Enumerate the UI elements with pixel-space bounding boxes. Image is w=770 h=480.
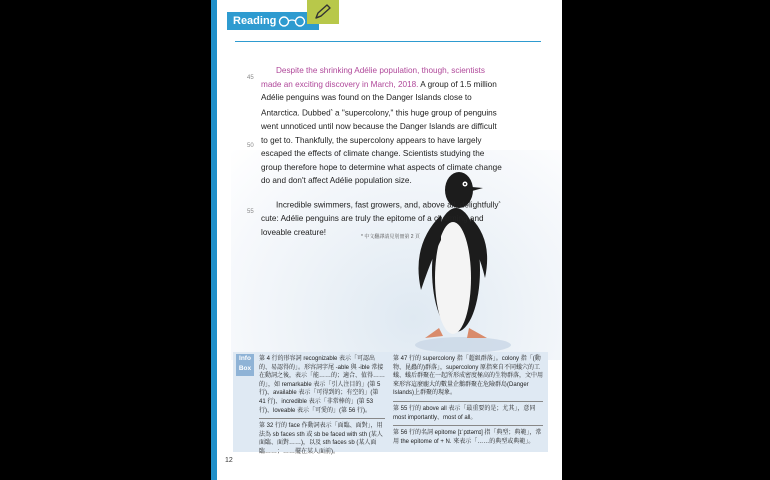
footnote-marker-6: ⁶ [498,200,501,207]
info-note-face: 第 32 行的 face 作動詞表示「面臨、面對」，用法為 sb faces sth 或 sb be faced with sth (某人面臨、面對……)，以及 sth faces sb (某人面臨……；……擺在某人面前)。 [259,423,383,455]
info-note-able-suffix: 第 4 行的形容詞 recognizable 表示「可認出的、易認得的」。形容詞字尾 -able 與 -ible 常接在動詞之後，表示「能……的；適合、值得……的」，如 remarkable 表示「引人注目的」(第 5 行)、available 表示「可得到的；有空的」(第 41 行)、incredible 表示「非常棒的」(第 53 行)、loveable 表示「可愛的」(第 56 行)。 [259,356,386,414]
paragraph-2-text-cont: cute: Adélie penguins are truly the epitome of a charming and loveable creature! [261,214,484,237]
page-number: 12 [225,457,233,464]
info-note-above-all: 第 55 行的 above all 表示「最重要的是；尤其」，意同 most importantly、most of all。 [393,405,536,421]
info-box-label: Info Box [236,354,254,376]
line-number-55: 55 [247,209,254,215]
paragraph-1-text: A group of 1.5 million Adélie penguins was found on the Danger Islands close to Antarctica. Dubbed [261,79,497,118]
header-rule [235,41,541,42]
section-label: Reading [233,15,277,27]
highlighted-sentence: Despite the shrinking Adélie population, though, scientists made an exciting discovery in March, 2018. [261,66,485,89]
info-right-column [393,355,543,446]
info-box [233,352,548,455]
pencil-icon [313,3,333,21]
pencil-tab [307,0,339,24]
translation-note: * 中文翻譯請見別冊第 2 頁 [361,234,420,240]
info-note-epitome: 第 56 行的名詞 epitome [ɪˈpɪtəmɪ] 指「典型；典範」，常用 the epitome of + N. 來表示「……的典型或典範」。 [393,430,542,445]
info-divider [259,418,385,419]
info-divider [393,425,543,426]
paragraph-1-text-cont: a "supercolony," this huge group of penguins went unnoticed until now because the Danger Islands are difficult to get to. Thankfully, the supercolony appears to have largely escaped the effects of climate change. Scientists studying the group therefore hope to determine what aspects of climate change do and don't affect Adélie population size. [261,108,502,186]
section-tab [227,12,319,30]
article-body [261,64,503,240]
footnote-marker-5: ⁵ [330,107,333,114]
info-divider [393,401,543,402]
info-left-column [259,355,385,457]
line-number-45: 45 [247,75,254,81]
info-note-supercolony: 第 47 行的 supercolony 指「超級群落」。colony 指「(動物、昆蟲的)群落」，supercolony 原指來自不同蟻穴的工蟻、蟻后群聚在一起所形成密度極高的生物群落，文中用來形容這麼龐大的數量企鵝群聚在危險群島(Danger Islands)上群聚的現象。 [393,356,544,397]
page-spine-bar [211,0,217,480]
paragraph-2-text: Incredible swimmers, fast growers, and, above all, delightfully [276,200,499,210]
paragraph-1 [261,64,503,188]
textbook-page [211,0,562,480]
glasses-icon [275,16,311,27]
line-number-50: 50 [247,143,254,149]
